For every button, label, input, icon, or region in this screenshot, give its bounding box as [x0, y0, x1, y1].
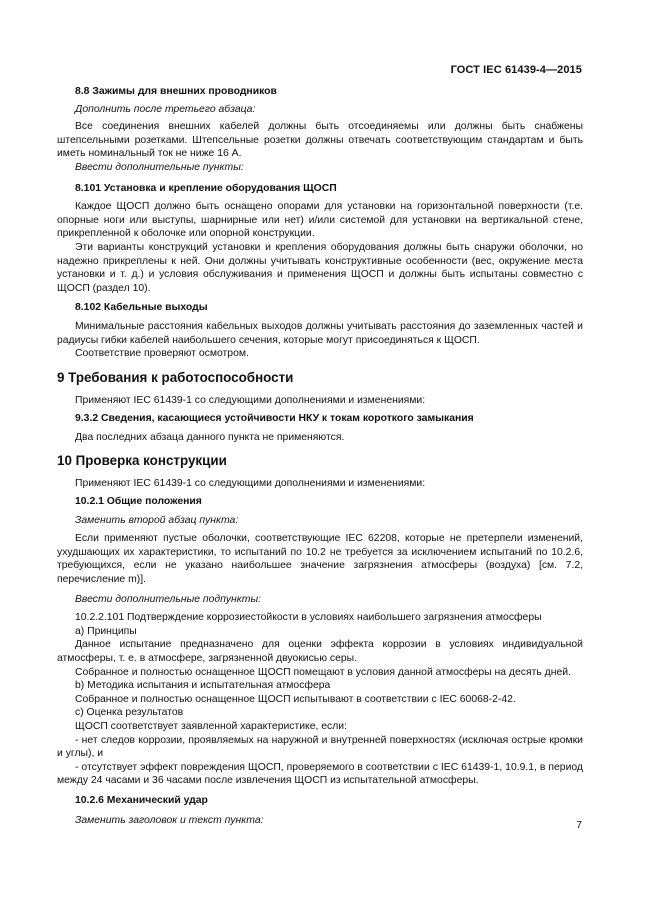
section-8-102-paragraph-1: Минимальные расстояния кабельных выходов должны учитывать расстояния до заземленных частей и радиусы гибки кабелей наибольшего сечения, которые могут присоединяться к ЩОСП. [57, 320, 583, 346]
evaluation-list-item-2: - отсутствует эффект повреждения ЩОСП, проверяемого в соответствии с IEC 61439-1, 10.9.1, в период между 24 часами и 36 часами после извлечения ЩОСП из испытательной атмосферы. [57, 761, 583, 787]
subsection-10-2-2-101-title: 10.2.2.101 Подтверждение коррозиестойкости в условиях наибольшего загрязнения атмосферы [75, 612, 542, 624]
page-content [57, 84, 583, 827]
section-8-8-note: Дополнить после третьего абзаца: [75, 103, 256, 115]
section-8-8-paragraph: Все соединения внешних кабелей должны быть отсоединяемы или должны быть снабжены штепсельными розетками. Штепсельные розетки должны отвечать соответствующим стандартам и быть иметь номинальный ток не ниже 16 А. [57, 121, 583, 160]
section-9-paragraph-1: Применяют IEC 61439-1 со следующими дополнениями и изменениями: [75, 394, 426, 406]
section-8-8-title: 8.8 Зажимы для внешних проводников [75, 86, 277, 97]
evaluation-text: ЩОСП соответствует заявленной характеристике, если: [75, 720, 347, 732]
section-10-2-6-title: 10.2.6 Механический удар [75, 794, 208, 806]
section-10-2-1-title: 10.2.1 Общие положения [75, 496, 202, 508]
section-9-3-2-title: 9.3.2 Сведения, касающиеся устойчивости НКУ к токам короткого замыкания [75, 413, 474, 425]
section-8-102-paragraph-2: Соответствие проверяют осмотром. [75, 348, 249, 360]
section-10-2-6-note: Заменить заголовок и текст пункта: [75, 814, 264, 826]
section-8-8-note-additional: Ввести дополнительные пункты: [75, 161, 244, 173]
section-9-title: 9 Требования к работоспособности [57, 369, 294, 385]
item-b-method: b) Методика испытания и испытательная атмосфера [75, 680, 331, 692]
method-text: Собранное и полностью оснащенное ЩОСП испытывают в соответствии с IEC 60068-2-42. [75, 693, 516, 705]
section-8-102-title: 8.102 Кабельные выходы [75, 302, 208, 314]
principles-text-2: Собранное и полностью оснащенное ЩОСП помещают в условия данной атмосферы на десять дней. [75, 666, 571, 678]
section-10-2-1-note: Заменить второй абзац пункта: [75, 514, 239, 526]
section-8-101-paragraph-1: Каждое ЩОСП должно быть оснащено опорами для установки на горизонтальной поверхности (т.е. опорные ноги или выступы, шарнирные или нет) и/или системой для установки на вертикальной стене, прикрепленной к оболочке или опорной конструкции. [57, 201, 583, 240]
section-8-101-paragraph-2: Эти варианты конструкций установки и крепления оборудования должны быть снаружи оболочки, но надежно прикреплены к ней. Они должны учитывать конструктивные особенности (вес, окружение места установки и т. д.) и условия обслуживания и применения ЩОСП и должны быть испытаны совместно с ЩОСП (раздел 10). [57, 241, 583, 294]
document-code-header: ГОСТ IEC 61439-4—2015 [450, 64, 582, 76]
section-9-paragraph-2: Два последних абзаца данного пункта не применяются. [75, 431, 345, 443]
principles-text: Данное испытание предназначено для оценки эффекта коррозии в условиях индивидуальной атмосферы, т. е. в атмосфере, загрязненной двуокисью серы. [57, 639, 583, 664]
page-number: 7 [576, 820, 582, 831]
item-c-evaluation: c) Оценка результатов [75, 707, 184, 719]
evaluation-list-item-1: - нет следов коррозии, проявляемых на наружной и внутренней поверхностях (исключая острые кромки и углы), и [57, 734, 583, 760]
section-10-paragraph-1: Применяют IEC 61439-1 со следующими дополнениями и изменениями: [75, 478, 426, 490]
item-a-principles: а) Принципы [75, 625, 137, 637]
section-10-title: 10 Проверка конструкции [57, 453, 227, 469]
section-10-2-1-paragraph: Если применяют пустые оболочки, соответствующие IEC 62208, которые не претерпели изменений, ухудшающих их характеристики, то испытаний по 10.2 не требуется за исключением испытаний по 10.2.6, требующихся, если не указано наибольшее значение загрязнения атмосферы (воздуха) [см. 7.2, перечисление m)]. [57, 533, 583, 586]
section-8-101-title: 8.101 Установка и крепление оборудования ЩОСП [75, 182, 337, 194]
section-10-note-additional: Ввести дополнительные подпункты: [75, 593, 261, 605]
